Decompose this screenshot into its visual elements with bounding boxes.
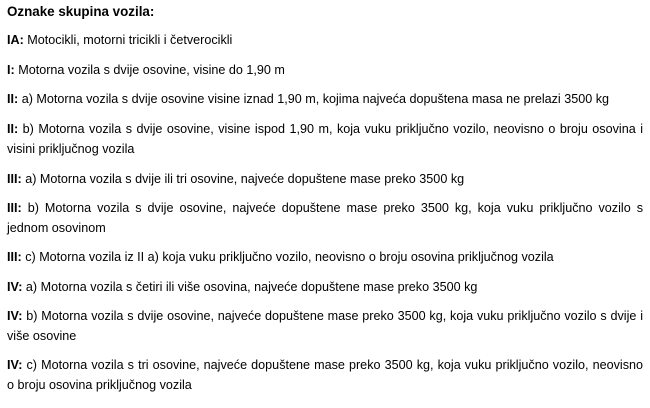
group-code: III: (7, 250, 22, 264)
group-description: Motocikli, motorni tricikli i četverocikli (23, 33, 233, 47)
group-description: c) Motorna vozila s tri osovine, najveće dopuštene mase preko 3500 kg, koja vuku priključno vozilo, neovisno o broju osovina priključnog vozila (7, 358, 643, 392)
vehicle-group-entry (7, 120, 643, 159)
group-code: II: (7, 92, 19, 106)
group-code: IV: (7, 309, 23, 323)
vehicle-group-entry (7, 278, 643, 298)
vehicle-group-entry (7, 90, 643, 110)
group-description: b) Motorna vozila s dvije osovine, najveće dopuštene mase preko 3500 kg, koja vuku priključno vozilo s dvije i više osovine (7, 309, 643, 343)
group-description: c) Motorna vozila iz II a) koja vuku priključno vozilo, neovisno o broju osovina priključnog vozila (21, 250, 554, 264)
group-code: II: (7, 122, 19, 136)
vehicle-group-entry (7, 356, 643, 395)
vehicle-group-entry (7, 61, 643, 81)
vehicle-group-entry (7, 199, 643, 238)
group-description: a) Motorna vozila s dvije osovine visine iznad 1,90 m, kojima najveća dopuštena masa ne prelazi 3500 kg (18, 92, 610, 106)
vehicle-group-entry (7, 31, 643, 51)
group-code: III: (7, 201, 22, 215)
group-description: Motorna vozila s dvije osovine, visine do 1,90 m (14, 63, 285, 77)
group-description: b) Motorna vozila s dvije osovine, najveće dopuštene mase preko 3500 kg, koja vuku priključno vozilo s jednom osovinom (7, 201, 643, 235)
group-code: IV: (7, 280, 23, 294)
group-description: a) Motorna vozila s četiri ili više osovina, najveće dopuštene mase preko 3500 kg (22, 280, 478, 294)
vehicle-group-entry (7, 170, 643, 190)
group-code: I: (7, 63, 15, 77)
vehicle-group-entry (7, 307, 643, 346)
group-description: b) Motorna vozila s dvije osovine, visine ispod 1,90 m, koja vuku priključno vozilo, neovisno o broju osovina i visini priključnog vozila (7, 122, 643, 156)
vehicle-group-entry (7, 248, 643, 268)
document-heading: Oznake skupina vozila: (7, 4, 155, 19)
group-description: a) Motorna vozila s dvije ili tri osovine, najveće dopuštene mase preko 3500 kg (21, 172, 465, 186)
group-code: IV: (7, 358, 23, 372)
group-code: IA: (7, 33, 24, 47)
group-code: III: (7, 172, 22, 186)
